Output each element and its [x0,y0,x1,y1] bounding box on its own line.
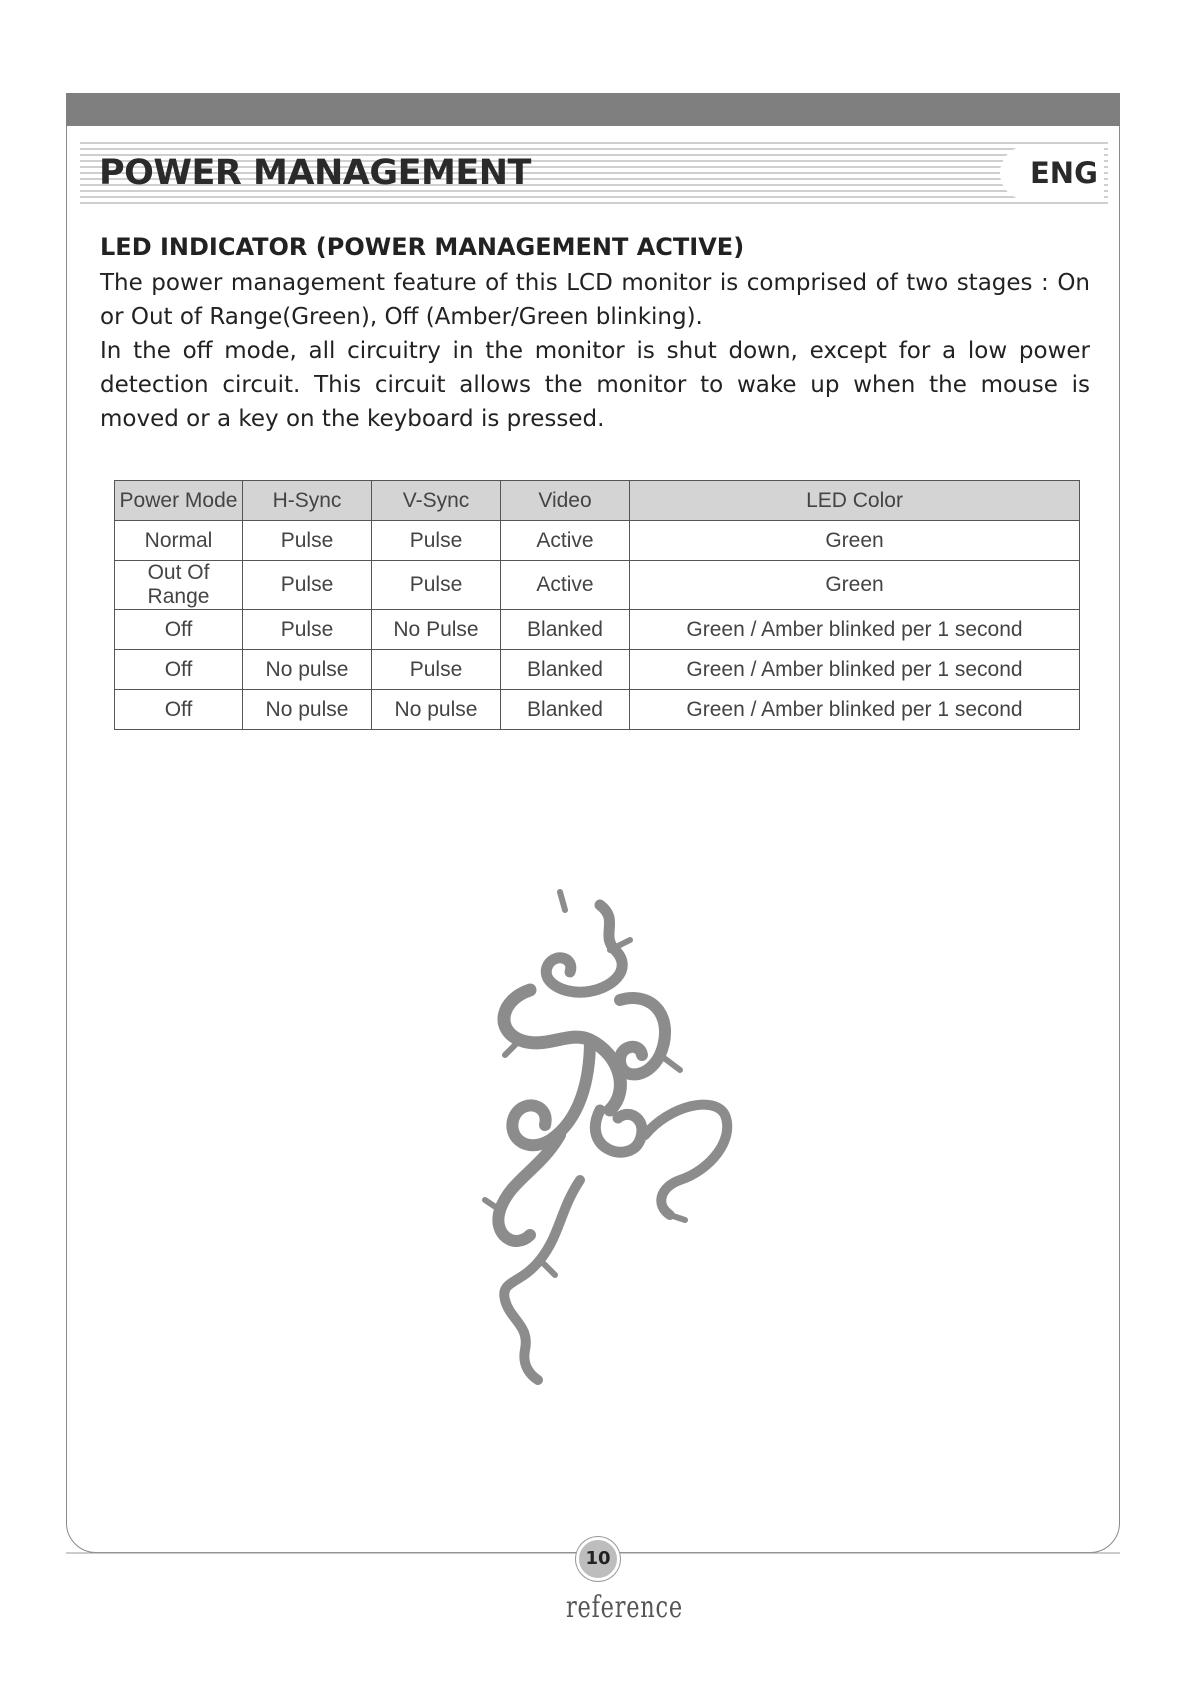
cell-power-mode: Off [115,610,243,650]
page-number: 10 [576,1537,620,1581]
power-mode-table [114,480,1080,730]
cell-power-mode: Out Of Range [115,561,243,610]
cell-led-color: Green [630,521,1080,561]
cell-h-sync: Pulse [243,561,372,610]
table-row [115,610,1080,650]
footer-label: reference [566,1590,683,1625]
header-led-color: LED Color [630,481,1080,521]
cell-led-color: Green / Amber blinked per 1 second [630,650,1080,690]
cell-h-sync: No pulse [243,650,372,690]
cell-led-color: Green [630,561,1080,610]
table-row [115,690,1080,730]
cell-power-mode: Off [115,690,243,730]
paragraph-1: The power management feature of this LCD monitor is comprised of two stages : On or Out of Range(Green), Off (Amber/Green blinking). [100,270,1090,330]
cell-led-color: Green / Amber blinked per 1 second [630,610,1080,650]
cell-v-sync: Pulse [372,521,501,561]
cell-led-color: Green / Amber blinked per 1 second [630,690,1080,730]
tribal-swirl-ornament-icon [470,880,740,1390]
table-row [115,521,1080,561]
cell-v-sync: Pulse [372,561,501,610]
cell-h-sync: Pulse [243,521,372,561]
header-v-sync: V-Sync [372,481,501,521]
table-header-row [115,481,1080,521]
cell-power-mode: Off [115,650,243,690]
table-row [115,561,1080,610]
cell-video: Active [501,561,630,610]
page-title: POWER MANAGEMENT [99,153,531,193]
cell-video: Blanked [501,690,630,730]
section-body [100,266,1090,436]
header-h-sync: H-Sync [243,481,372,521]
language-badge: ENG [1030,156,1098,190]
cell-video: Blanked [501,650,630,690]
cell-h-sync: No pulse [243,690,372,730]
cell-v-sync: No Pulse [372,610,501,650]
cell-video: Blanked [501,610,630,650]
section-heading: LED INDICATOR (POWER MANAGEMENT ACTIVE) [100,233,745,261]
header-video: Video [501,481,630,521]
cell-power-mode: Normal [115,521,243,561]
header-power-mode: Power Mode [115,481,243,521]
cell-v-sync: Pulse [372,650,501,690]
cell-h-sync: Pulse [243,610,372,650]
cell-v-sync: No pulse [372,690,501,730]
cell-video: Active [501,521,630,561]
paragraph-2: In the off mode, all circuitry in the monitor is shut down, except for a low power detection circuit. This circuit allows the monitor to wake up when the mouse is moved or a key on the keyboard is pressed. [100,338,1090,432]
top-bar [66,93,1120,126]
table-row [115,650,1080,690]
